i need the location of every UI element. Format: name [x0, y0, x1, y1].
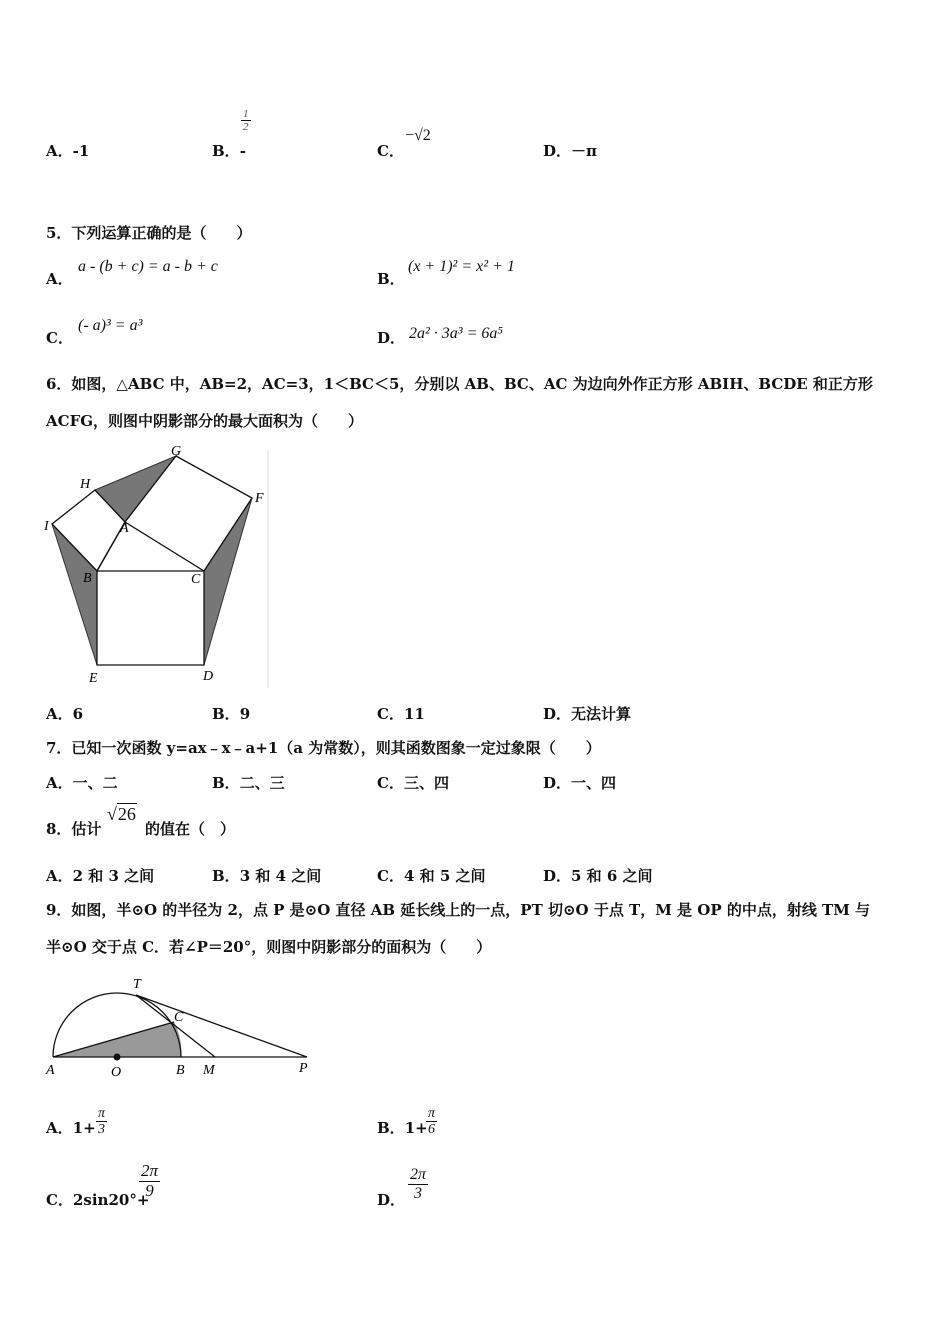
q9-option-a-prefix: 1+	[72, 1119, 96, 1137]
q6-label-g: G	[171, 444, 182, 459]
q8-option-a	[46, 865, 154, 886]
q9-option-a	[46, 1117, 96, 1138]
q6-stem-line2: ACFG，则图中阴影部分的最大面积为（ ）	[46, 412, 364, 430]
q5-option-d-label: D．	[377, 329, 406, 347]
q4-option-b-denominator: 2	[243, 121, 249, 134]
q6-label-h: H	[80, 477, 91, 492]
q4-option-a-label: A．	[46, 142, 73, 160]
q6-option-b	[212, 703, 250, 724]
q9-option-a-label: A．	[46, 1119, 73, 1137]
q4-option-c	[377, 140, 404, 161]
q8-radicand: 26	[117, 804, 136, 824]
q6-shade-left	[52, 524, 97, 665]
q9-option-c-label: C．	[46, 1191, 73, 1209]
q9-option-d-denominator: 3	[414, 1184, 422, 1202]
q5-option-a-expr: a - (b + c) = a - b + c	[78, 258, 218, 275]
q6-label-c: C	[191, 572, 201, 587]
q9-option-d-fraction	[408, 1166, 428, 1202]
q7-option-a-value: 一、二	[72, 774, 118, 792]
q6-label-b: B	[83, 571, 92, 586]
q8-option-c-label: C．	[377, 867, 404, 885]
q5-option-a-label: A．	[46, 270, 73, 288]
q4-option-d	[543, 140, 597, 161]
q8-option-b	[212, 865, 321, 886]
q4-option-c-label: C．	[377, 142, 404, 160]
q4-option-b-prefix: -	[239, 142, 246, 160]
q9-label-b: B	[176, 1063, 185, 1078]
q5-option-b-label: B．	[377, 270, 405, 288]
q6-label-a: A	[120, 521, 129, 536]
q8-option-a-label: A．	[46, 867, 73, 885]
q9-label-t: T	[133, 977, 141, 992]
q5-stem: 5．下列运算正确的是（ ）	[46, 224, 252, 242]
q9-option-a-denominator: 3	[98, 1122, 105, 1138]
q6-option-a	[46, 703, 83, 724]
q6-square-bcde	[97, 571, 204, 665]
q8-radical	[107, 804, 137, 825]
q9-option-b-fraction	[426, 1106, 437, 1138]
q7-option-b	[212, 772, 285, 793]
q6-option-c-label: C．	[377, 705, 404, 723]
q6-option-d	[543, 703, 631, 724]
q9-center-dot	[114, 1054, 121, 1061]
q7-option-d	[543, 772, 616, 793]
q8-stem	[46, 818, 101, 839]
q6-option-d-label: D．	[543, 705, 572, 723]
q6-option-a-value: 6	[72, 705, 84, 723]
q6-option-b-label: B．	[212, 705, 240, 723]
q8-stem-after: 的值在（ ）	[145, 820, 236, 838]
q7-option-c-label: C．	[377, 774, 404, 792]
q8-option-c-value: 4 和 5 之间	[403, 867, 486, 885]
q8-option-a-value: 2 和 3 之间	[72, 867, 155, 885]
q4-option-b	[212, 140, 246, 161]
q8-option-d	[543, 865, 653, 886]
q6-option-a-label: A．	[46, 705, 73, 723]
q9-option-d	[377, 1189, 405, 1210]
q7-option-c	[377, 772, 449, 793]
q6-option-b-value: 9	[239, 705, 251, 723]
q6-option-c	[377, 703, 425, 724]
q6-shade-right	[204, 498, 252, 665]
q9-label-a: A	[46, 1063, 55, 1078]
q8-option-b-value: 3 和 4 之间	[239, 867, 322, 885]
q4-option-c-value: −√2	[405, 127, 431, 144]
q8-stem-before: 8．估计	[46, 820, 102, 838]
q6-label-i: I	[44, 519, 49, 534]
q8-option-d-label: D．	[543, 867, 572, 885]
q7-option-b-value: 二、三	[239, 774, 285, 792]
q9-option-b	[377, 1117, 428, 1138]
q6-stem-line1: 6．如图，△ABC 中，AB=2，AC=3，1＜BC＜5，分别以 AB、BC、AC 为边向外作正方形 ABIH、BCDE 和正方形	[46, 375, 873, 393]
q4-option-a	[46, 140, 89, 161]
q8-option-b-label: B．	[212, 867, 240, 885]
q5-option-c-label: C．	[46, 329, 73, 347]
q8-option-d-value: 5 和 6 之间	[571, 867, 653, 885]
q9-label-o: O	[111, 1065, 122, 1080]
q9-option-d-numerator: 2π	[410, 1166, 427, 1183]
q4-option-b-numerator: 1	[243, 108, 249, 120]
q6-label-f: F	[255, 491, 264, 506]
q5-option-d-expr: 2a² · 3a³ = 6a⁵	[409, 325, 503, 342]
q5-option-c-expr: (- a)³ = a³	[78, 317, 143, 334]
q7-option-b-label: B．	[212, 774, 240, 792]
q9-option-b-prefix: 1+	[404, 1119, 428, 1137]
q9-option-c-denominator: 9	[145, 1180, 154, 1200]
q9-option-b-label: B．	[377, 1119, 405, 1137]
q9-option-a-fraction	[96, 1106, 107, 1138]
q4-option-b-label: B．	[212, 142, 240, 160]
q9-label-c: C	[174, 1010, 184, 1025]
q9-stem-line2: 半⊙O 交于点 C．若∠P＝20°，则图中阴影部分的面积为（ ）	[46, 938, 492, 956]
q4-option-a-value: -1	[72, 142, 90, 160]
q9-option-b-denominator: 6	[428, 1122, 435, 1138]
q9-stem-line1: 9．如图，半⊙O 的半径为 2，点 P 是⊙O 直径 AB 延长线上的一点，PT 切⊙O 于点 T，M 是 OP 的中点，射线 TM 与	[46, 901, 871, 919]
q7-option-a	[46, 772, 118, 793]
q5-option-b-expr: (x + 1)² = x² + 1	[408, 258, 515, 275]
q6-label-e: E	[89, 671, 98, 686]
q7-option-c-value: 三、四	[403, 774, 449, 792]
q4-option-d-value: －π	[571, 142, 597, 160]
q7-option-a-label: A．	[46, 774, 73, 792]
q8-option-c	[377, 865, 486, 886]
q9-option-c-fraction	[139, 1162, 160, 1200]
q9-option-c	[46, 1189, 149, 1210]
q4-option-d-label: D．	[543, 142, 572, 160]
q7-option-d-value: 一、四	[571, 774, 617, 792]
q6-option-d-value: 无法计算	[571, 705, 632, 723]
q7-option-d-label: D．	[543, 774, 572, 792]
q9-option-c-numerator: 2π	[141, 1161, 159, 1180]
q9-option-a-numerator: π	[98, 1106, 106, 1121]
q4-option-b-fraction	[241, 108, 251, 133]
q9-option-b-numerator: π	[428, 1106, 436, 1121]
q9-option-c-prefix: 2sin20°+	[72, 1191, 150, 1209]
q9-option-d-label: D．	[377, 1191, 406, 1209]
q6-shade-top	[95, 456, 176, 522]
q9-label-m: M	[203, 1063, 215, 1078]
q9-label-p: P	[299, 1061, 308, 1076]
q6-label-d: D	[203, 669, 214, 684]
q7-stem: 7．已知一次函数 y=ax﹣x﹣a+1（a 为常数），则其函数图象一定过象限（ ）	[46, 739, 601, 757]
q9-figure	[40, 970, 320, 1085]
q8-radical-sign: √	[107, 804, 117, 824]
q6-option-c-value: 11	[403, 705, 425, 723]
q6-figure	[40, 440, 272, 690]
